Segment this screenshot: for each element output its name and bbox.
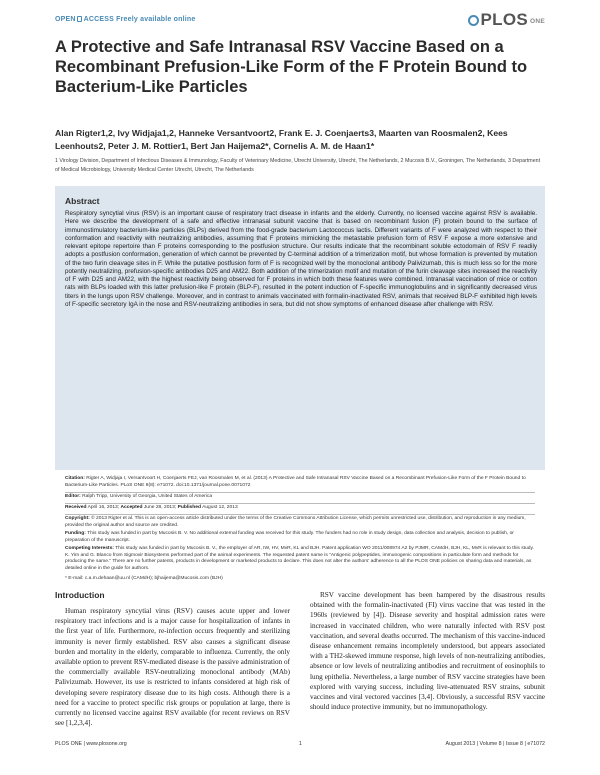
top-bar xyxy=(55,12,545,32)
copyright-text: © 2013 Rigter et al. This is an open-access article distributed under the terms of the Creative Commons Attribution License, which permits unrestricted use, distribution, and reproduction in any medium, provided the original author and source are credited. xyxy=(65,516,526,528)
divider xyxy=(65,492,535,493)
citation xyxy=(65,476,535,489)
published-label: Published xyxy=(177,505,201,510)
received-date: April 16, 2013; xyxy=(87,505,120,510)
abstract-heading: Abstract xyxy=(65,196,100,206)
dates xyxy=(65,505,535,512)
logo-suffix: ONE xyxy=(530,18,545,25)
accepted-date: June 28, 2013; xyxy=(143,505,177,510)
access-tag: ACCESS Freely available online xyxy=(83,16,196,23)
page-number: 1 xyxy=(299,741,302,747)
logo-text: PLOS xyxy=(480,10,528,29)
footer-journal[interactable]: PLOS ONE | www.plosone.org xyxy=(55,741,127,747)
competing-label: Competing Interests: xyxy=(65,546,114,551)
introduction-right-column: RSV vaccine development has been hampered by the disastrous results obtained with the formalin-inactivated (FI) virus vaccine that was tested in the 1960s (reviewed by [4]). Disease severity and hospital admission rates were increased in vaccinated children, who were naturally infected with RSV post vaccination, and several deaths occurred. The mechanism of this vaccine-induced disease enhancement remains incompletely understood, but appears associated with a TH2-skewed immune response, high levels of non-neutralizing antibodies, absence or low levels of neutralizing antibodies and recruitment of eosinophils to lung epithelia. Nevertheless, a large number of RSV vaccine strategies have been explored with varying success, including live-attenuated RSV strains, subunit vaccines and viral vectored vaccines [3,4]. Obviously, a successful RSV vaccine should induce protective immunity, but no immunopathology. xyxy=(310,591,545,712)
affiliations: 1 Virology Division, Department of Infectious Diseases & Immunology, Faculty of Veterinary Medicine, Utrecht University, Utrecht, The Netherlands, 2 Mucosis B.V., Groningen, The Netherlands, 3 Department of Medical Microbiology, University Medical Center Utrecht, Utrecht, The Netherlands xyxy=(55,158,541,173)
published-date: August 12, 2013 xyxy=(202,505,238,510)
divider xyxy=(65,514,535,515)
funding-label: Funding: xyxy=(65,531,86,536)
abstract-box xyxy=(55,186,545,470)
introduction-heading: Introduction xyxy=(55,590,105,600)
plos-logo[interactable] xyxy=(468,10,546,30)
abstract-text: Respiratory syncytial virus (RSV) is an important cause of respiratory tract disease in infants and the elderly. Currently, no licensed vaccine against RSV is available. Here we describe the development of a safe and effective intranasal subunit vaccine that is based on recombinant fusion (F) protein bound to the surface of immunostimulatory bacterium-like particles (BLPs) derived from the food-grade bacterium Lactococcus lactis. Different variants of F were analyzed with respect to their conformation and reactivity with neutralizing antibodies, assuming that F proteins mimicking the metastable prefusion form of RSV F expose a more extensive and relevant epitope repertoire than F proteins corresponding to the postfusion structure. Our results indicate that the recombinant soluble ectodomain of RSV F readily adopts a postfusion conformation, generation of which cannot be prevented by C-terminal addition of a trimerization motif, but whose formation is prevented by mutation of the two furin cleavage sites in F. While the putative postfusion form of F is recognized well by the monoclonal antibody Palivizumab, this is much less so for the more potently neutralizing, prefusion-specific antibodies D25 and AM22. Both addition of the trimerization motif and mutation of the furin cleavage sites increased the reactivity of F with D25 and AM22, with the highest reactivity being observed for F proteins in which both these features were combined. Intranasal vaccination of mice or cotton rats with BLPs loaded with this latter prefusion-like F protein (BLP-F), resulted in the potent induction of F-specific immunoglobulins and in significantly decreased virus titers in the lungs upon RSV challenge. Moreover, and in contrast to animals vaccinated with formalin-inactivated RSV, animals that received BLP-F exhibited high levels of F-specific secretory IgA in the nose and RSV-neutralizing antibodies in sera, but did not show symptoms of enhanced disease after challenge with RSV. xyxy=(65,210,537,308)
editor-text: Ralph Tripp, University of Georgia, United States of America xyxy=(82,494,213,499)
funding xyxy=(65,531,535,544)
copyright xyxy=(65,516,535,529)
article-title: A Protective and Safe Intranasal RSV Vaccine Based on a Recombinant Prefusion-Like Form of the F Protein Bound to Bacterium-Like Particles xyxy=(55,38,528,96)
author-list: Alan Rigter1,2, Ivy Widjaja1,2, Hanneke Versantvoort2, Frank E. J. Coenjaerts3, Maarten van Roosmalen2, Kees Leenhouts2, Peter J. M. Rottier1, Bert Jan Haijema2*, Cornelis A. M. de Haan1* xyxy=(55,128,508,151)
received-label: Received xyxy=(65,505,87,510)
unlocked-icon xyxy=(77,16,82,22)
competing-interests xyxy=(65,546,535,573)
competing-text: This study was funded in part by Mucosis B. V., the employer of AR, IW, HV, MvR, KL and BJH. Patent application WO 2011/008974 A2 by PJMR, CAMdH, BJH, KL, MvR is relevant to this study. K. Yim and G. Blanco from Sigmovir Biosystems performed part of the animal experiments. The requested patent name is "Antigenic polypeptides, immunogenic compositions in particulate form and methods for producing the same." There are no further patents, products in development or marketed products to declare. This does not alter the authors' adherence to all the PLOS ONE policies on sharing data and materials, as detailed online in the guide for authors. xyxy=(65,546,534,572)
introduction-left-column: Human respiratory syncytial virus (RSV) causes acute upper and lower respiratory tract infections and is a major cause for hospitalization of infants in the first year of life. Furthermore, re-infection occurs frequently and sterilizing immunity is never firmly established. RSV also causes a significant disease burden and mortality in the elderly, comparable to influenza. Currently, the only available option to prevent RSV-mediated disease is the passive administration of the commercially available RSV-neutralizing monoclonal antibody (MAb) Palivizumab. However, its use is restricted to infants considered at high risk of developing severe respiratory disease due to its high costs. Although there is a need for a vaccine to protect specific risk groups or population at large, there is currently no licensed vaccine against RSV available (for recent reviews on RSV see [1,2,3,4]. xyxy=(55,607,290,728)
accepted-label: Accepted xyxy=(120,505,143,510)
footer-issue: August 2013 | Volume 8 | Issue 8 | e71072 xyxy=(445,741,545,747)
plos-ring-icon xyxy=(468,15,479,26)
citation-label: Citation: xyxy=(65,476,85,481)
citation-text[interactable]: Rigter A, Widjaja I, Versantvoort H, Coenjaerts FEJ, van Roosmalen M, et al. (2013) A Protective and Safe Intranasal RSV Vaccine Based on a Recombinant Prefusion-Like Form of the F Protein Bound to Bacterium-Like Particles. PLoS ONE 8(8): e71072. doi:10.1371/journal.pone.0071072 xyxy=(65,476,526,488)
open-access-badge xyxy=(55,16,195,23)
funding-text: This study was funded in part by Mucosis B. V. No additional external funding was received for this study. The funders had no role in study design, data collection and analysis, decision to publish, or preparation of the manuscript. xyxy=(65,531,514,543)
copyright-label: Copyright: xyxy=(65,516,90,521)
open-access-label: OPEN xyxy=(55,16,76,23)
divider xyxy=(65,503,535,504)
email xyxy=(65,576,535,583)
email-text[interactable]: * E-mail: c.a.m.dehaan@uu.nl (CAMdH); bjhaijema@Mucosis.com (BJH) xyxy=(65,576,223,581)
page-footer xyxy=(55,741,545,751)
editor-label: Editor: xyxy=(65,494,81,499)
editor xyxy=(65,494,535,501)
